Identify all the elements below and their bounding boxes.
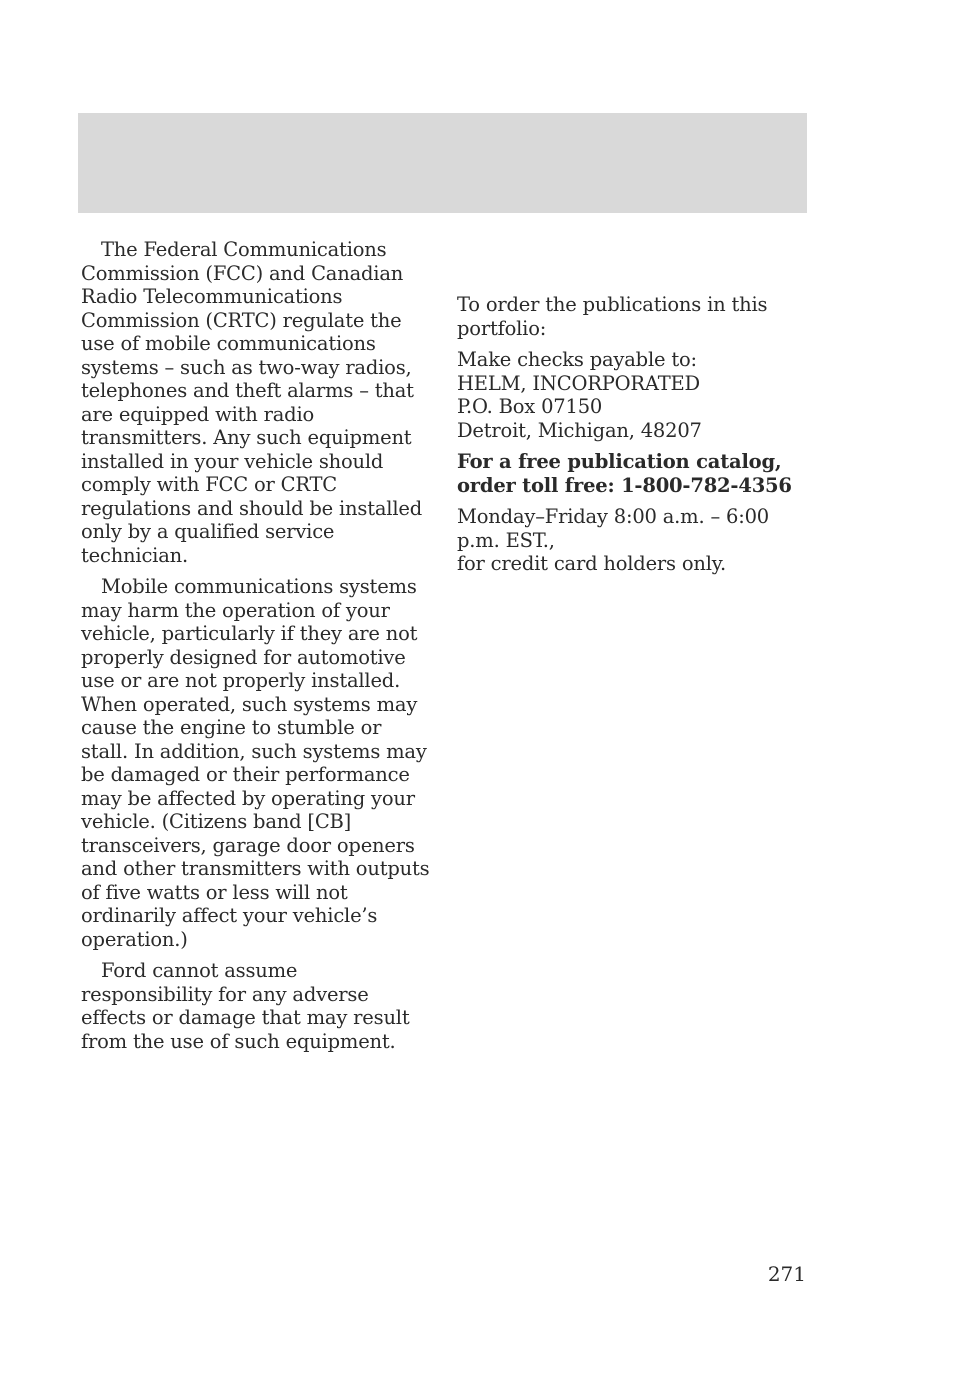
mobile-systems-paragraph: Mobile communications systems may harm the operation of your vehicle, particularly if they are not properly designed for automotive use or are not properly installed. When operated, such systems may cause the engine to stumble or stall. In addition, such systems may be damaged or their performance may be affected by operating your vehicle. (Citizens band [CB] transceivers, garage door openers and other transmitters with outputs of five watts or less will not ordinarily affect your vehicle’s operation.) (81, 575, 430, 951)
catalog-notice (457, 450, 802, 497)
company-name: HELM, INCORPORATED (457, 371, 700, 395)
mailing-address (457, 348, 802, 442)
header-band (78, 113, 807, 213)
order-intro: To order the publications in this portfolio: (457, 293, 768, 340)
right-column (457, 293, 802, 584)
catalog-phone-line: order toll free: 1-800-782-4356 (457, 473, 792, 497)
page-number: 271 (767, 1262, 806, 1286)
hours-line: Monday–Friday 8:00 a.m. – 6:00 p.m. EST., (457, 505, 769, 552)
catalog-line-1: For a free publication catalog, (457, 450, 782, 473)
left-column (81, 238, 433, 1061)
city-line: Detroit, Michigan, 48207 (457, 418, 702, 442)
hours-block (457, 505, 802, 576)
po-box: P.O. Box 07150 (457, 395, 603, 418)
card-holders-note: for credit card holders only. (457, 552, 727, 575)
responsibility-paragraph: Ford cannot assume responsibility for any adverse effects or damage that may result from the use of such equipment. (81, 959, 410, 1053)
fcc-paragraph: The Federal Communications Commission (FCC) and Canadian Radio Telecommunications Commission (CRTC) regulate the use of mobile communications systems – such as two-way radios, telephones and theft alarms – that are equipped with radio transmitters. Any such equipment installed in your vehicle should comply with FCC or CRTC regulations and should be installed only by a qualified service technician. (81, 238, 422, 567)
payable-to: Make checks payable to: (457, 348, 697, 371)
